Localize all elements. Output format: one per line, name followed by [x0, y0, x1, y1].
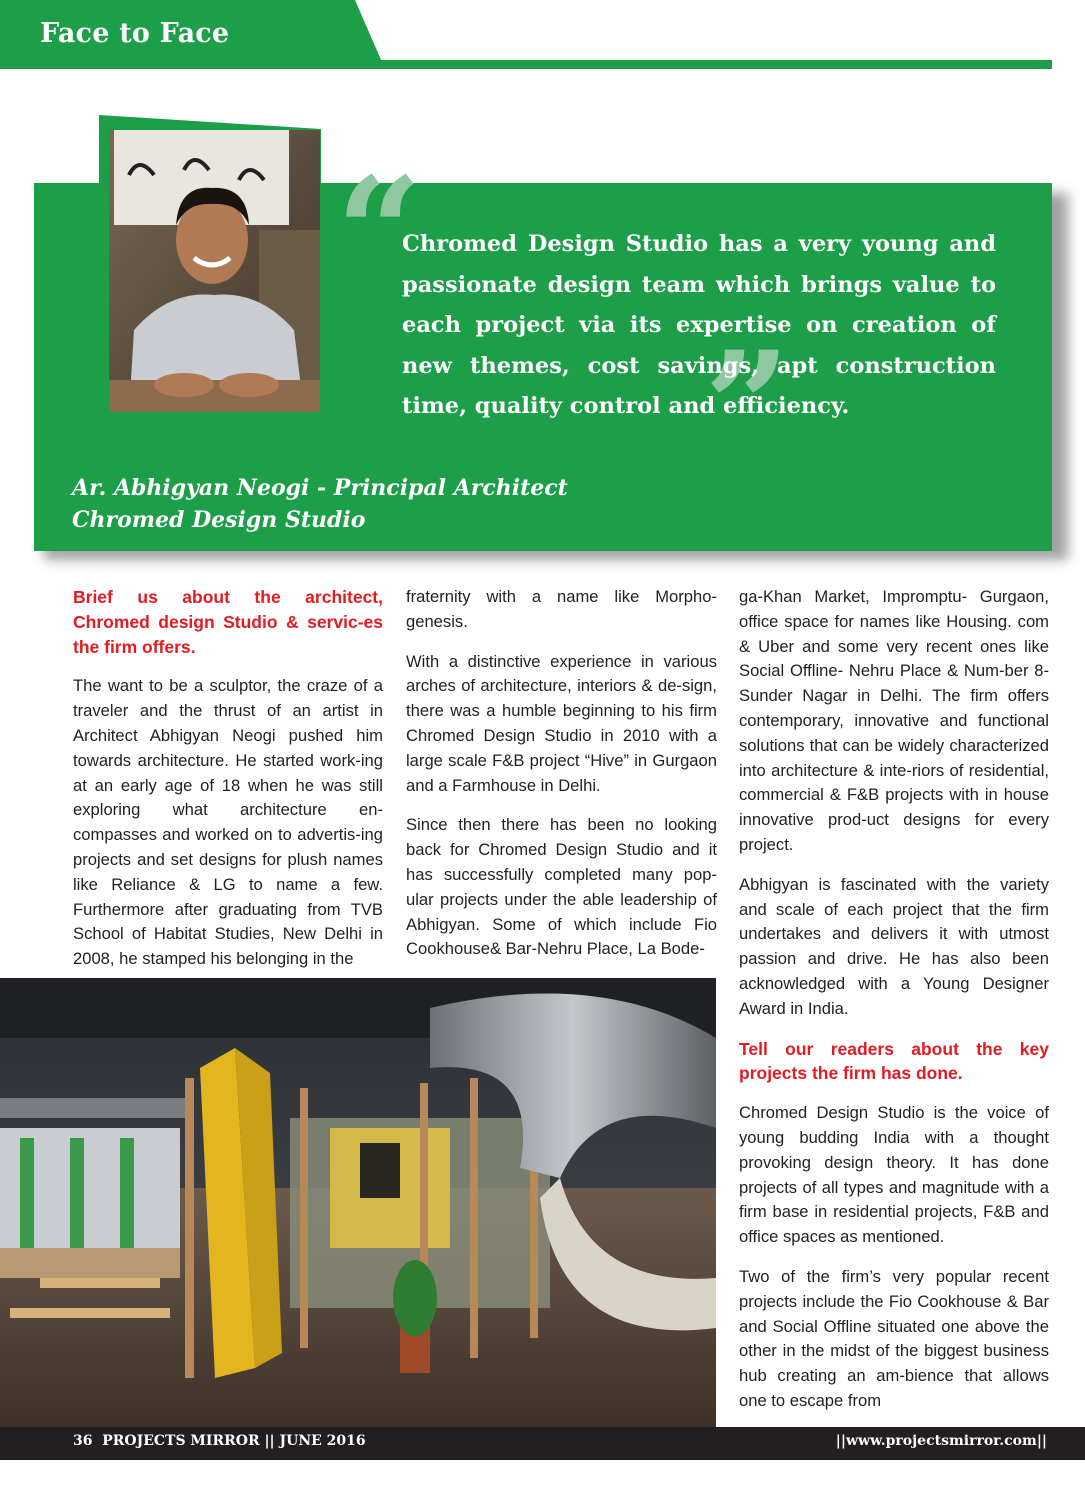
article-column-1 — [73, 585, 383, 987]
article-column-3 — [739, 585, 1049, 1429]
attribution-firm: Chromed Design Studio — [72, 507, 366, 533]
paragraph: Since then there has been no looking back for Chromed Design Studio and it has successfully completed many pop-ular projects under the able leadership of Abhigyan. Some of which include Fio Cookhouse& Bar-Nehru Place, La Bode- — [406, 815, 717, 959]
paragraph: With a distinctive experience in various arches of architecture, interiors & de-sign, there was a humble beginning to his firm Chromed Design Studio in 2010 with a large scale F&B project “Hive” in Gurgaon and a Farmhouse in Delhi. — [406, 651, 717, 795]
article-column-2 — [406, 585, 717, 977]
section-title: Face to Face — [40, 18, 230, 49]
page-number: 36 — [73, 1433, 93, 1449]
paragraph: ga-Khan Market, Impromptu- Gurgaon, office space for names like Housing. com & Uber and some very recent ones like Social Offline- Nehru Place & Num-ber 8- Sunder Nagar in Delhi. The firm offers contemporary, innovative and functional solutions that can be widely characterized into architecture & inte-riors of residential, commercial & F&B projects with in house innovative prod-uct designs for every project. — [739, 587, 1049, 854]
question-heading: Brief us about the architect, Chromed design Studio & servic-es the firm offers. — [73, 587, 383, 657]
attribution-name: Ar. Abhigyan Neogi - Principal Architect — [72, 475, 568, 501]
header-rule — [0, 60, 1052, 69]
paragraph: Chromed Design Studio is the voice of young budding India with a thought provoking design theory. It has done projects of all types and magnitude with a firm base in residential projects, F&B and office spaces as mentioned. — [739, 1103, 1049, 1247]
portrait-photo — [109, 130, 320, 412]
publication-info: PROJECTS MIRROR || JUNE 2016 — [102, 1433, 366, 1449]
paragraph: Two of the firm’s very popular recent projects include the Fio Cookhouse & Bar and Social Offline situated one above the other in the midst of the biggest business hub creating an am-bience that allows one to escape from — [739, 1266, 1049, 1410]
open-quote-mark: “ — [336, 145, 423, 321]
paragraph: Abhigyan is fascinated with the variety and scale of each project that the firm undertakes and delivers it with utmost passion and drive. He has also been acknowledged with a Young Designer Award in India. — [739, 874, 1049, 1018]
footer-website: ||www.projectsmirror.com|| — [835, 1433, 1047, 1449]
question-heading: Tell our readers about the key projects the firm has done. — [739, 1038, 1049, 1084]
pull-quote: Chromed Design Studio has a very young and passionate design team which brings value to each project via its expertise on creation of new themes, cost savings, apt construction time, quality control and efficiency. — [402, 231, 996, 419]
quote-attribution — [72, 472, 568, 536]
paragraph: fraternity with a name like Morpho-genesis. — [406, 587, 717, 631]
office-interior-photo — [0, 978, 716, 1427]
close-quote-mark: ” — [704, 319, 791, 495]
footer-left — [73, 1433, 366, 1449]
paragraph: The want to be a sculptor, the craze of a traveler and the thrust of an artist in Architect Abhigyan Neogi pushed him towards architecture. He started work-ing at an early age of 18 when he was still exploring what architecture en-compasses and worked on to advertis-ing projects and set designs for plush names like Reliance & LG to name a few. Furthermore after graduating from TVB School of Habitat Studies, New Delhi in 2008, he stamped his belonging in the — [73, 676, 383, 969]
